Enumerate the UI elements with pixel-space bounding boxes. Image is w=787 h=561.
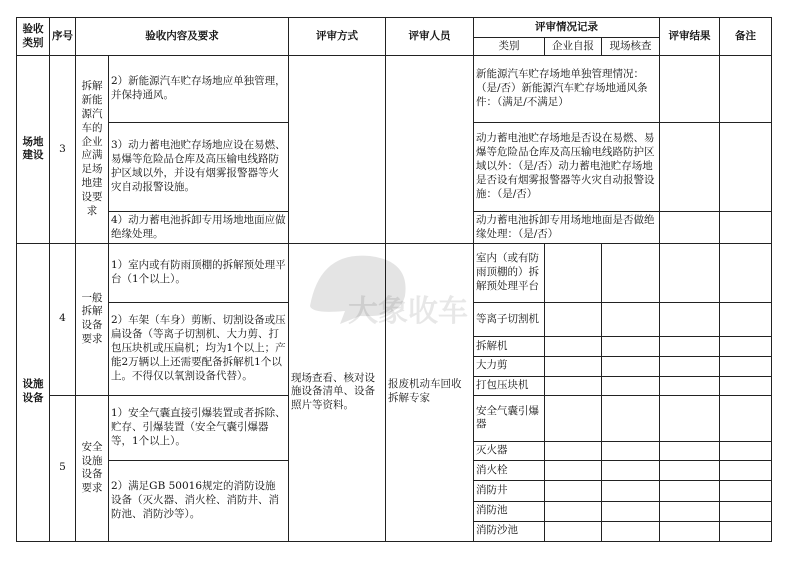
header-remark: 备注 bbox=[720, 18, 772, 56]
table-row bbox=[17, 243, 772, 302]
result-cell[interactable] bbox=[660, 56, 720, 123]
result-cell[interactable] bbox=[660, 356, 720, 376]
record-text: 新能源汽车贮存场地单独管理情况：（是/否）新能源汽车贮存场地通风条件：（满足/不满足） bbox=[474, 56, 660, 123]
site-check-cell[interactable] bbox=[602, 461, 660, 481]
remark-cell[interactable] bbox=[720, 303, 772, 337]
self-report-cell[interactable] bbox=[545, 521, 602, 541]
item-title: 拆解新能源汽车的企业应满足场地建设要求 bbox=[76, 56, 109, 243]
site-check-cell[interactable] bbox=[602, 356, 660, 376]
self-report-cell[interactable] bbox=[545, 356, 602, 376]
personnel-cell bbox=[386, 56, 474, 243]
result-cell[interactable] bbox=[660, 376, 720, 395]
header-personnel: 评审人员 bbox=[386, 18, 474, 56]
requirement-text: 2）新能源汽车贮存场地应单独管理，并保持通风。 bbox=[109, 56, 289, 123]
self-report-cell[interactable] bbox=[545, 461, 602, 481]
site-check-cell[interactable] bbox=[602, 303, 660, 337]
remark-cell[interactable] bbox=[720, 122, 772, 212]
self-report-cell[interactable] bbox=[545, 243, 602, 302]
remark-cell[interactable] bbox=[720, 442, 772, 461]
result-cell[interactable] bbox=[660, 501, 720, 521]
self-report-cell[interactable] bbox=[545, 337, 602, 356]
requirement-text: 4）动力蓄电池拆卸专用场地地面应做绝缘处理。 bbox=[109, 212, 289, 243]
site-check-cell[interactable] bbox=[602, 376, 660, 395]
header-seq: 序号 bbox=[50, 18, 76, 56]
result-cell[interactable] bbox=[660, 461, 720, 481]
record-type: 消防井 bbox=[474, 481, 545, 501]
seq-cell: 3 bbox=[50, 56, 76, 243]
header-record-type: 类别 bbox=[474, 38, 545, 56]
result-cell[interactable] bbox=[660, 122, 720, 212]
self-report-cell[interactable] bbox=[545, 501, 602, 521]
site-check-cell[interactable] bbox=[602, 501, 660, 521]
record-type: 打包压块机 bbox=[474, 376, 545, 395]
self-report-cell[interactable] bbox=[545, 376, 602, 395]
requirement-text: 2）满足GB 50016规定的消防设施设备（灭火器、消火栓、消防井、消防池、消防沙等）。 bbox=[109, 461, 289, 542]
header-method: 评审方式 bbox=[289, 18, 386, 56]
requirement-text: 3）动力蓄电池贮存场地应设在易燃、易爆等危险品仓库及高压输电线路防护区域以外，并设有烟雾报警器等火灾自动报警设施。 bbox=[109, 122, 289, 212]
item-title: 安全设施设备要求 bbox=[76, 395, 109, 541]
requirement-text: 2）车架（车身）剪断、切割设备或压扁设备（等离子切割机、大力剪、打包压块机或压扁机；均为1个以上；产能2万辆以上还需要配备拆解机1个以上。不得仅以氧割设备代替）。 bbox=[109, 303, 289, 396]
result-cell[interactable] bbox=[660, 521, 720, 541]
header-content: 验收内容及要求 bbox=[76, 18, 289, 56]
acceptance-table bbox=[16, 17, 772, 542]
remark-cell[interactable] bbox=[720, 501, 772, 521]
site-check-cell[interactable] bbox=[602, 442, 660, 461]
record-type: 室内（或有防雨顶棚的）拆解预处理平台 bbox=[474, 243, 545, 302]
item-title: 一般拆解设备要求 bbox=[76, 243, 109, 395]
result-cell[interactable] bbox=[660, 481, 720, 501]
method-cell: 现场查看、核对设施设备清单、设备照片等资料。 bbox=[289, 243, 386, 541]
self-report-cell[interactable] bbox=[545, 442, 602, 461]
remark-cell[interactable] bbox=[720, 212, 772, 243]
site-check-cell[interactable] bbox=[602, 521, 660, 541]
record-type: 消火栓 bbox=[474, 461, 545, 481]
result-cell[interactable] bbox=[660, 212, 720, 243]
self-report-cell[interactable] bbox=[545, 395, 602, 441]
category-cell: 设施设备 bbox=[17, 243, 50, 541]
site-check-cell[interactable] bbox=[602, 395, 660, 441]
remark-cell[interactable] bbox=[720, 243, 772, 302]
remark-cell[interactable] bbox=[720, 356, 772, 376]
method-cell bbox=[289, 56, 386, 243]
remark-cell[interactable] bbox=[720, 481, 772, 501]
self-report-cell[interactable] bbox=[545, 303, 602, 337]
result-cell[interactable] bbox=[660, 243, 720, 302]
category-cell: 场地建设 bbox=[17, 56, 50, 243]
table-row bbox=[17, 56, 772, 123]
self-report-cell[interactable] bbox=[545, 481, 602, 501]
site-check-cell[interactable] bbox=[602, 243, 660, 302]
record-text: 动力蓄电池贮存场地是否设在易燃、易爆等危险品仓库及高压输电线路防护区域以外：（是/否）动力蓄电池贮存场地是否设有烟雾报警器等火灾自动报警设施：（是/否） bbox=[474, 122, 660, 212]
header-record: 评审情况记录 bbox=[474, 18, 660, 38]
record-type: 安全气囊引爆器 bbox=[474, 395, 545, 441]
seq-cell: 5 bbox=[50, 395, 76, 541]
record-type: 大力剪 bbox=[474, 356, 545, 376]
header-record-site: 现场核查 bbox=[602, 38, 660, 56]
result-cell[interactable] bbox=[660, 303, 720, 337]
site-check-cell[interactable] bbox=[602, 337, 660, 356]
record-text: 动力蓄电池拆卸专用场地地面是否做绝缘处理：（是/否） bbox=[474, 212, 660, 243]
header-category: 验收类别 bbox=[17, 18, 50, 56]
requirement-text: 1）室内或有防雨顶棚的拆解预处理平台（1个以上）。 bbox=[109, 243, 289, 302]
result-cell[interactable] bbox=[660, 395, 720, 441]
result-cell[interactable] bbox=[660, 337, 720, 356]
record-type: 拆解机 bbox=[474, 337, 545, 356]
remark-cell[interactable] bbox=[720, 376, 772, 395]
record-type: 等离子切割机 bbox=[474, 303, 545, 337]
header-result: 评审结果 bbox=[660, 18, 720, 56]
personnel-cell: 报废机动车回收拆解专家 bbox=[386, 243, 474, 541]
header-record-self: 企业自报 bbox=[545, 38, 602, 56]
remark-cell[interactable] bbox=[720, 395, 772, 441]
header-row bbox=[17, 18, 772, 38]
seq-cell: 4 bbox=[50, 243, 76, 395]
site-check-cell[interactable] bbox=[602, 481, 660, 501]
record-type: 消防沙池 bbox=[474, 521, 545, 541]
remark-cell[interactable] bbox=[720, 337, 772, 356]
record-type: 消防池 bbox=[474, 501, 545, 521]
requirement-text: 1）安全气囊直接引爆装置或者拆除、贮存、引爆装置（安全气囊引爆器等，1个以上）。 bbox=[109, 395, 289, 460]
remark-cell[interactable] bbox=[720, 56, 772, 123]
watermark-text: 大象收车 bbox=[348, 294, 468, 329]
result-cell[interactable] bbox=[660, 442, 720, 461]
record-type: 灭火器 bbox=[474, 442, 545, 461]
remark-cell[interactable] bbox=[720, 461, 772, 481]
remark-cell[interactable] bbox=[720, 521, 772, 541]
